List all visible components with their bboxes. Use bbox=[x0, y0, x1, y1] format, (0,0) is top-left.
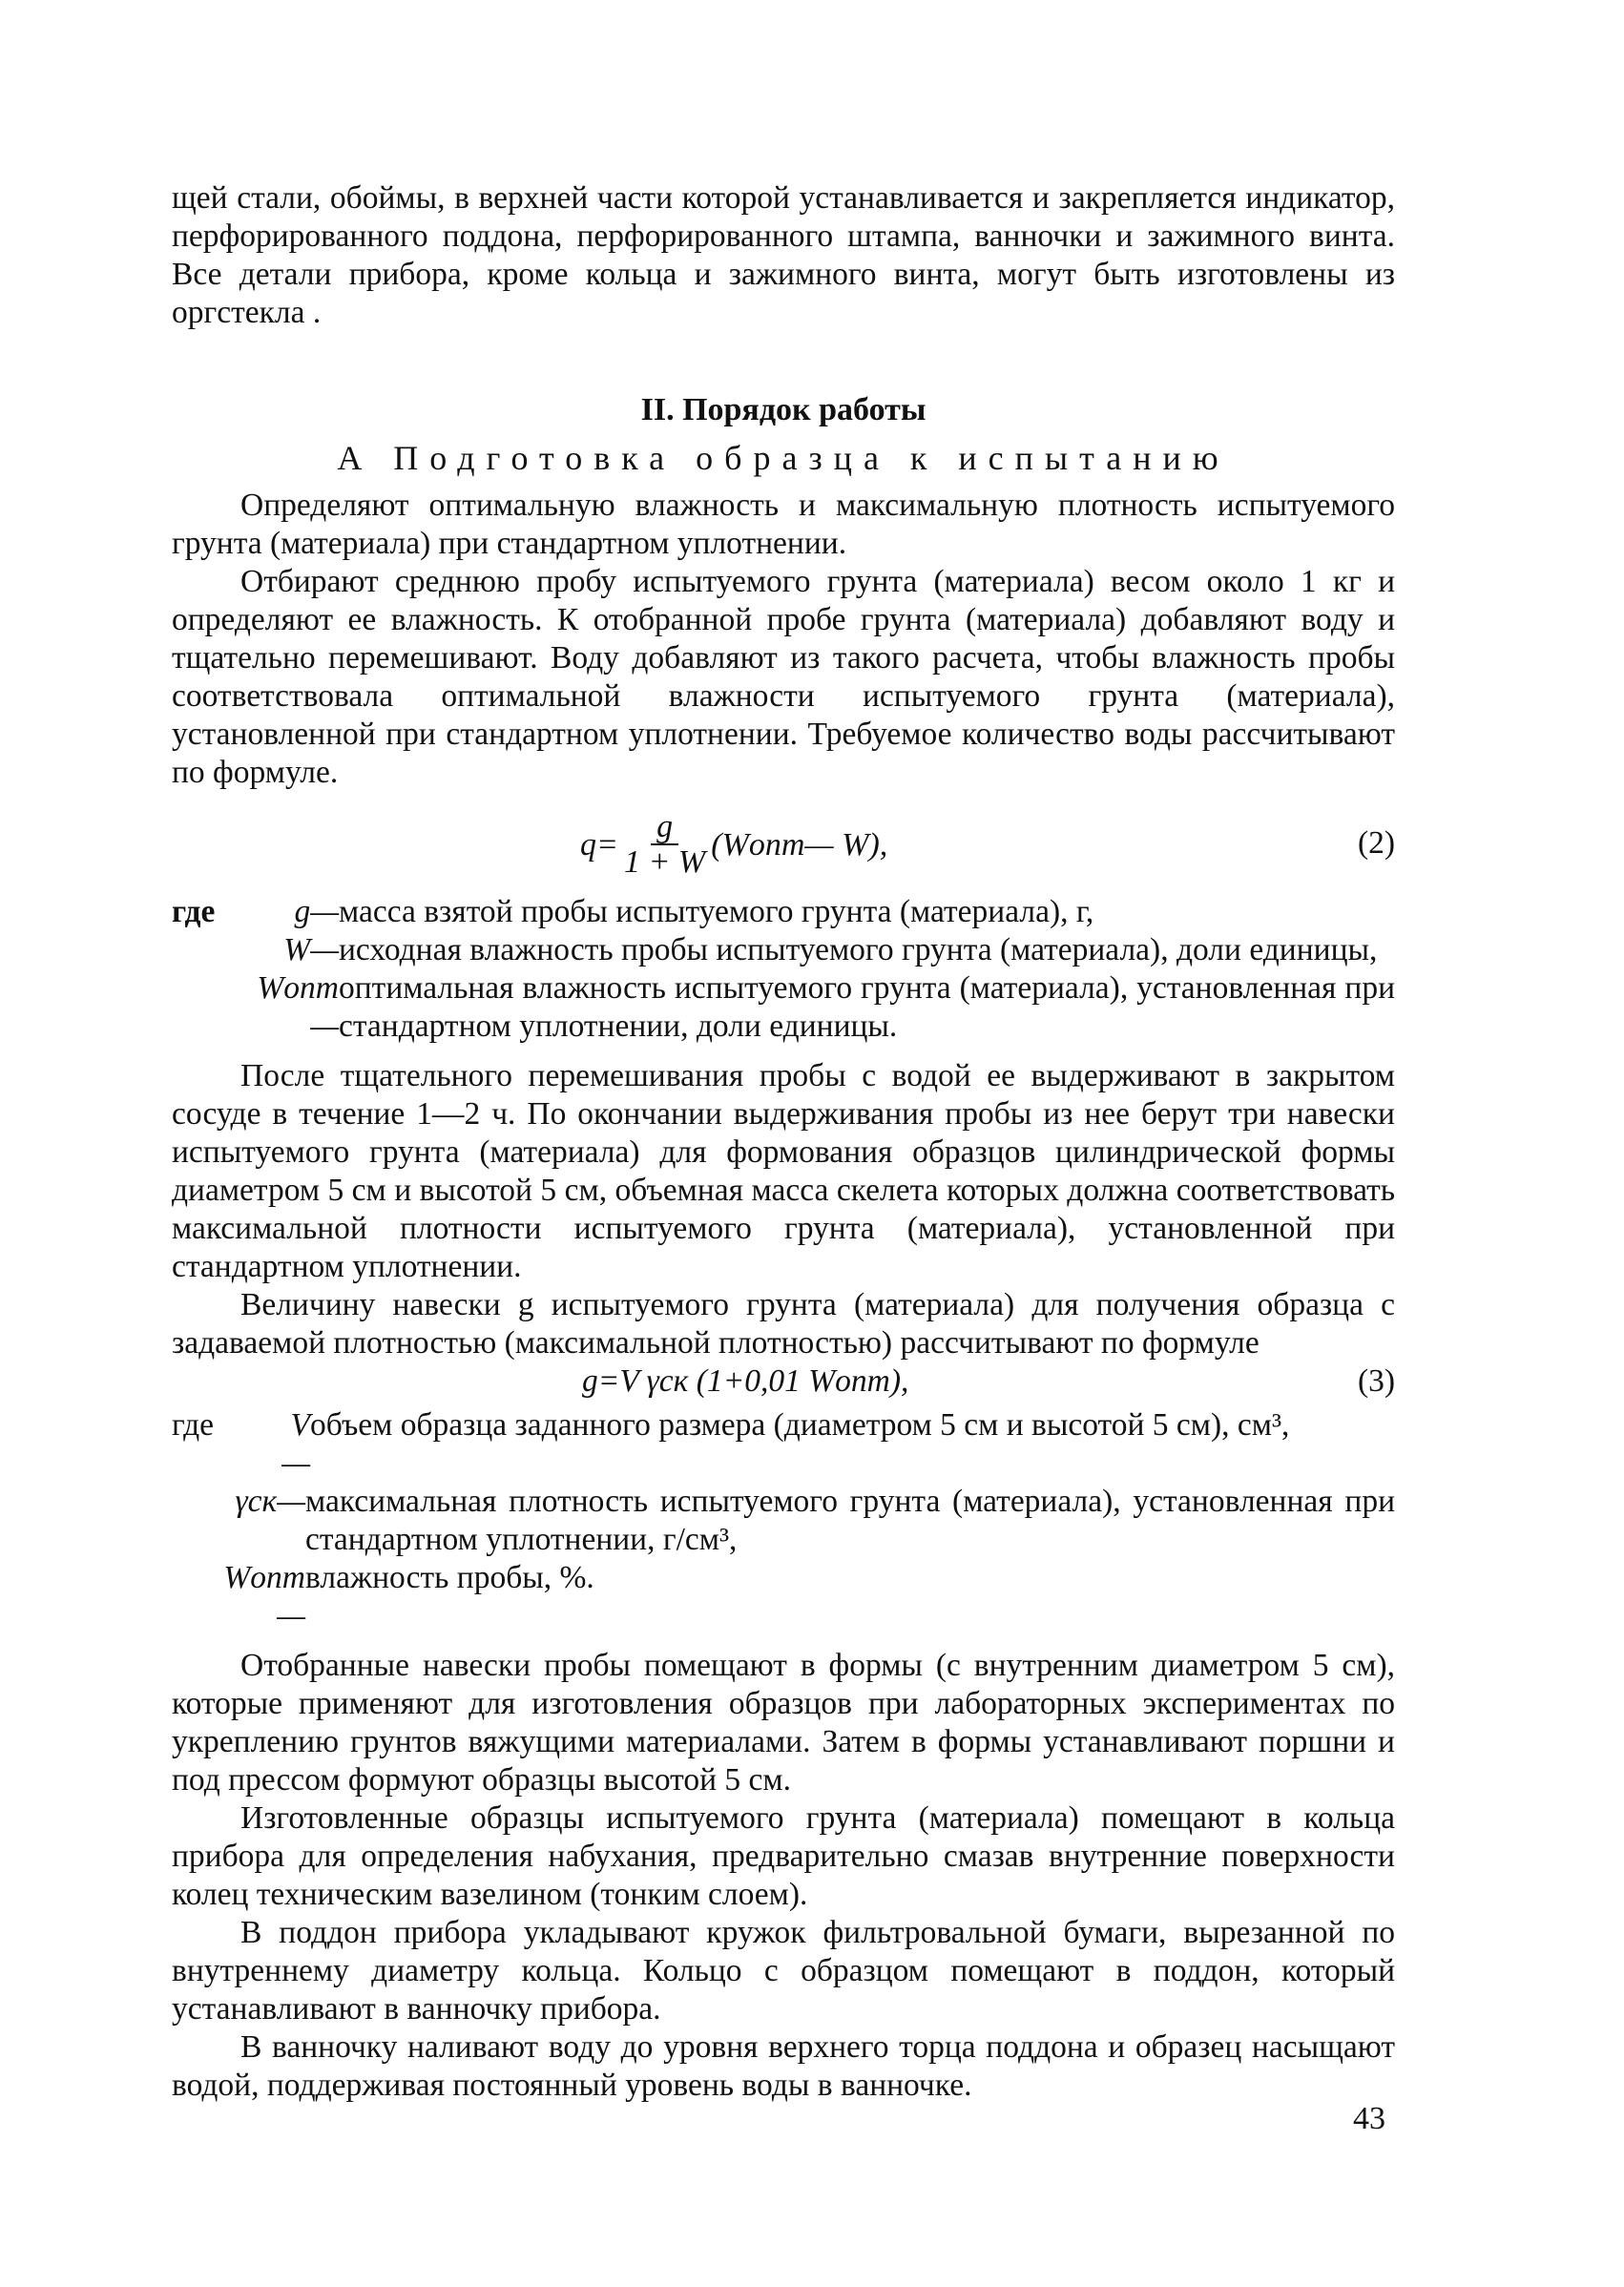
where-label: где bbox=[172, 1407, 214, 1443]
paragraph-5: Величину навески g испытуемого грунта (материала) для получения образца с задаваемой плотностью (максимальной плотностью) рассчитывают по формуле bbox=[172, 1287, 1395, 1361]
page-body bbox=[172, 179, 1395, 2105]
def-text: максимальная плотность испытуемого грунта (материала), установленная при стандартном уплотнении, г/см³, bbox=[305, 1484, 1395, 1557]
def-text: влажность пробы, %. bbox=[305, 1560, 594, 1595]
paragraph-9: В ванночку наливают воду до уровня верхнего торца поддона и образец насыщают водой, поддерживая постоянный уровень воды в ванночке. bbox=[172, 2029, 1395, 2103]
paragraph-3: Отбирают среднюю пробу испытуемого грунта (материала) весом около 1 кг и определяют ее влажность. К отобранной пробе грунта (материала) добавляют воду и тщательно перемешивают. Воду добавляют из такого расчета, чтобы влажность пробы соответствовала оптимальной влажности испытуемого грунта (материала), установленной при стандартном уплотнении. Требуемое количество воды рассчитывают по формуле. bbox=[172, 564, 1395, 790]
page-number: 43 bbox=[1353, 2101, 1385, 2136]
def-text: масса взятой пробы испытуемого грунта (материала), г, bbox=[339, 894, 1094, 929]
section-heading: II. Порядок работы bbox=[640, 392, 927, 427]
formula-3-expression: g=V γск (1+0,01 Wопт), bbox=[582, 1363, 909, 1399]
def-symbol: Wопт— bbox=[257, 970, 339, 1044]
formula-3 bbox=[172, 1362, 1395, 1406]
formula-2-numerator: g bbox=[651, 811, 678, 845]
def-text: объем образца заданного размера (диаметром 5 см и высотой 5 см), см³, bbox=[310, 1407, 1290, 1443]
def-symbol: V— bbox=[281, 1407, 310, 1481]
subsection-heading: А Подготовка образца к испытанию bbox=[337, 439, 1230, 477]
formula-2-fraction bbox=[624, 811, 705, 880]
formula-2-number: (2) bbox=[1357, 825, 1395, 861]
paragraph-8: В поддон прибора укладывают кружок фильтровальной бумаги, вырезанной по внутреннему диаметру кольца. Кольцо с образцом помещают в поддон, который устанавливают в ванночку прибора. bbox=[172, 1915, 1395, 2027]
formula-2 bbox=[172, 796, 1395, 887]
definitions-2 bbox=[172, 1406, 1395, 1635]
def-text: оптимальная влажность испытуемого грунта (материала), установленная при стандартном уплотнении, доли единицы. bbox=[339, 970, 1395, 1044]
where-label: где bbox=[172, 894, 216, 929]
def-symbol: γск— bbox=[235, 1484, 305, 1519]
paragraph-4: После тщательного перемешивания пробы с водой ее выдерживают в закрытом сосуде в течение 1—2 ч. По окончании выдерживания пробы из нее берут три навески испытуемого грунта (материала) для формования образцов цилиндрической формы диаметром 5 см и высотой 5 см, объемная масса скелета которых должна соответствовать максимальной плотности испытуемого грунта (материала), установленной при стандартном уплотнении. bbox=[172, 1058, 1395, 1284]
paragraph-6: Отобранные навески пробы помещают в формы (с внутренним диаметром 5 см), которые применяют для изготовления образцов при лабораторных экспериментах по укреплению грунтов вяжущими материалами. Затем в формы устанавливают поршни и под прессом формуют образцы высотой 5 см. bbox=[172, 1648, 1395, 1798]
formula-2-lhs: q= bbox=[580, 827, 618, 863]
formula-3-number: (3) bbox=[1357, 1363, 1395, 1399]
def-symbol: Wопт — bbox=[223, 1560, 305, 1633]
def-symbol: W— bbox=[283, 932, 339, 967]
def-text: исходная влажность пробы испытуемого грунта (материала), доли единицы, bbox=[339, 932, 1378, 967]
paragraph-1: щей стали, обоймы, в верхней части которой устанавливается и закрепляется индикатор, перфорированного поддона, перфорированного штампа, ванночки и зажимного винта. Все детали прибора, кроме кольца и зажимного винта, могут быть изготовлены из оргстекла . bbox=[172, 180, 1395, 330]
paragraph-7: Изготовленные образцы испытуемого грунта (материала) помещают в кольца прибора для определения набухания, предварительно смазав внутренние поверхности колец техническим вазелином (тонким слоем). bbox=[172, 1800, 1395, 1912]
definitions-1 bbox=[172, 893, 1395, 1046]
formula-2-rhs: (Wопт— W), bbox=[711, 827, 888, 863]
paragraph-2: Определяют оптимальную влажность и максимальную плотность испытуемого грунта (материала) при стандартном уплотнении. bbox=[172, 488, 1395, 561]
def-symbol: g— bbox=[294, 894, 339, 929]
formula-2-denominator: 1 + W bbox=[623, 844, 706, 880]
